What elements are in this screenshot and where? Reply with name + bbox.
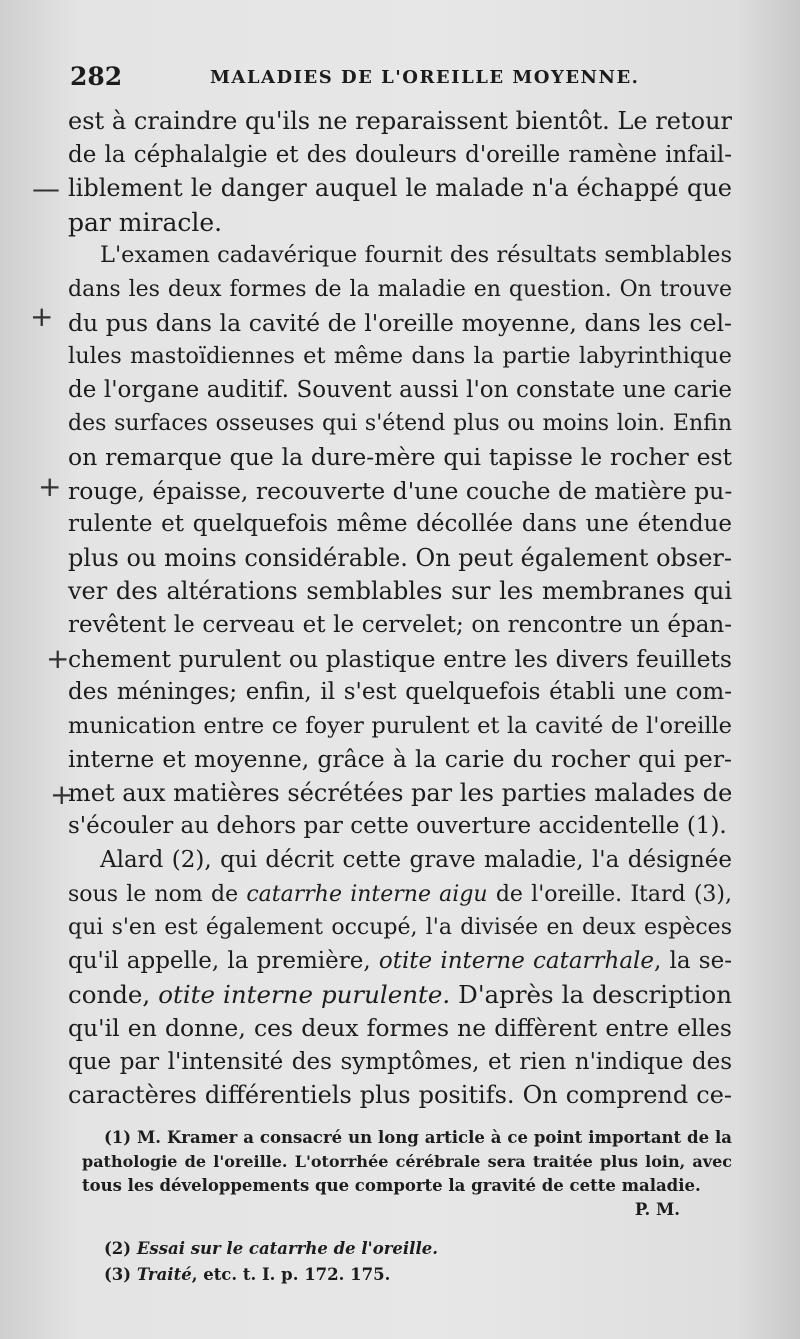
body-text [68, 105, 732, 1113]
text-line: par miracle. [68, 207, 223, 237]
text-line: chement purulent ou plastique entre les divers feuillets [68, 644, 732, 673]
text-span: qu'il appelle, la première, [68, 947, 379, 974]
text-line [68, 978, 732, 1012]
footnote-line: pathologie de l'oreille. L'otorrhée cérébrale sera traitée plus loin, avec [82, 1152, 732, 1171]
margin-cross-mark: + [38, 470, 62, 503]
text-line: de la céphalalgie et des douleurs d'oreille ramène infail- [68, 141, 732, 168]
text-line: rouge, épaisse, recouverte d'une couche de matière pu- [68, 476, 733, 505]
text-line: est à craindre qu'ils ne reparaissent bientôt. Le retour [68, 107, 732, 135]
page-number: 282 [70, 62, 123, 91]
text-line: rulente et quelquefois même décollée dans une étendue [68, 511, 732, 538]
text-line: L'examen cadavérique fournit des résultats semblables [100, 242, 732, 269]
italic-term: catarrhe interne aigu [246, 881, 488, 907]
text-line: de l'organe auditif. Souvent aussi l'on constate une carie [68, 376, 732, 403]
footnotes [82, 1126, 732, 1288]
text-line: que par l'intensité des symptômes, et rien n'indique des [68, 1048, 732, 1075]
text-line: revêtent le cerveau et le cervelet; on rencontre un épan- [68, 611, 732, 638]
text-line: s'écouler au dehors par cette ouverture accidentelle (1). [68, 813, 727, 840]
text-line: dans les deux formes de la maladie en question. On trouve [68, 276, 732, 302]
footnote-signature: P. M. [634, 1200, 680, 1219]
text-line: qui s'en est également occupé, l'a divisée en deux espèces [68, 915, 732, 941]
footnote-ref: , etc. t. I. p. 172. 175. [191, 1265, 391, 1284]
footnote-number: (3) [104, 1265, 137, 1284]
margin-dash-mark: — [32, 172, 60, 205]
page-header [70, 62, 730, 102]
text-span: conde, [68, 980, 159, 1010]
text-span: D'après la description [450, 980, 732, 1010]
text-span: , la se- [654, 947, 732, 974]
text-line: ver des altérations semblables sur les membranes qui [68, 577, 732, 606]
footnote-title: Essai sur le catarrhe de l'oreille. [136, 1239, 438, 1258]
text-span: sous le nom de [68, 881, 247, 907]
text-line: liblement le danger auquel le malade n'a échappé que [68, 174, 732, 203]
text-line [68, 945, 732, 979]
text-line: interne et moyenne, grâce à la carie du rocher qui per- [68, 745, 732, 774]
italic-term: otite interne catarrhale [378, 947, 655, 974]
margin-cross-mark: + [50, 778, 74, 811]
footnote-gap [82, 1222, 732, 1236]
margin-cross-mark: + [46, 642, 70, 675]
text-line: lules mastoïdiennes et même dans la partie labyrinthique [68, 343, 732, 370]
footnote-2 [82, 1236, 732, 1262]
text-line: des surfaces osseuses qui s'étend plus ou moins loin. Enfin [68, 411, 732, 437]
text-line: plus ou moins considérable. On peut également obser- [68, 543, 732, 572]
margin-cross-mark: + [30, 300, 54, 333]
text-line [68, 878, 732, 912]
footnote-number: (2) [104, 1239, 137, 1258]
text-line: on remarque que la dure-mère qui tapisse le rocher est [68, 442, 732, 471]
text-line: met aux matières sécrétées par les parties malades de [68, 778, 733, 807]
footnote-line: (1) M. Kramer a consacré un long article à ce point important de la [104, 1128, 732, 1147]
footnote-title: Traité [136, 1265, 192, 1284]
text-line: Alard (2), qui décrit cette grave maladie, l'a désignée [100, 847, 732, 874]
text-line: qu'il en donne, ces deux formes ne diffèrent entre elles [68, 1014, 732, 1043]
text-line: caractères différentiels plus positifs. On comprend ce- [68, 1081, 732, 1110]
running-head: MALADIES DE L'OREILLE MOYENNE. [210, 67, 640, 88]
text-line: du pus dans la cavité de l'oreille moyenne, dans les cel- [68, 308, 732, 337]
italic-term: otite interne purulente. [158, 980, 451, 1010]
footnote-line: tous les développements que comporte la gravité de cette maladie. [82, 1176, 701, 1195]
text-span: de l'oreille. Itard (3), [487, 881, 732, 907]
footnote-3 [82, 1262, 732, 1288]
text-line: munication entre ce foyer purulent et la cavité de l'oreille [68, 712, 732, 739]
text-line: des méninges; enfin, il s'est quelquefois établi une com- [68, 679, 732, 706]
